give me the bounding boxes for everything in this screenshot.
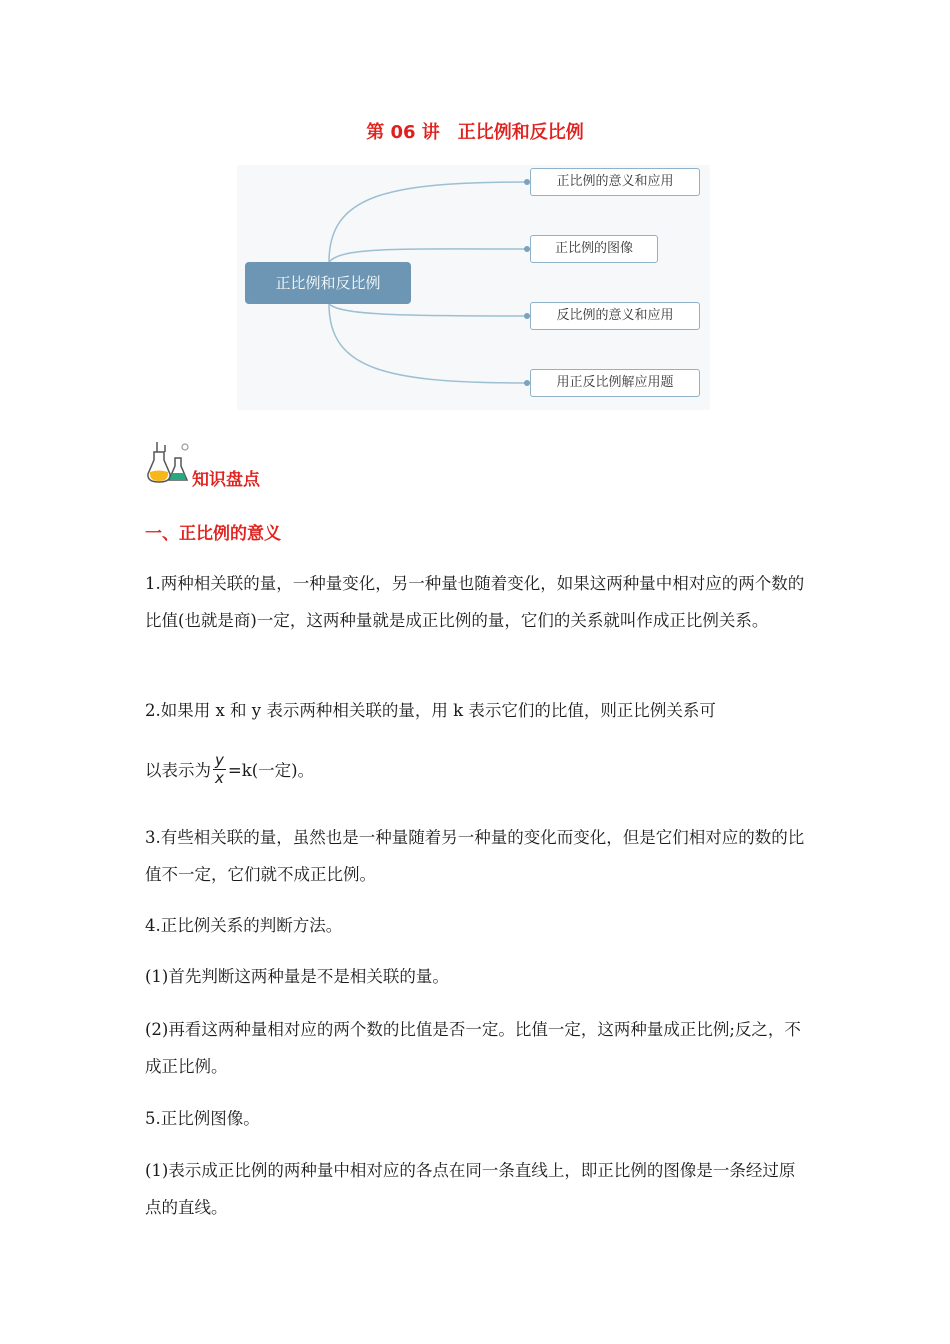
heading-proportion-meaning: 一、正比例的意义: [145, 524, 281, 544]
mind-map: [237, 165, 710, 410]
paragraph: 1.两种相关联的量，一种量变化，另一种量也随着变化，如果这两种量中相对应的两个数的比值(也就是商)一定，这两种量就是成正比例的量，它们的关系就叫作成正比例关系。: [145, 574, 805, 630]
mind-map-node: 正比例的意义和应用: [530, 168, 700, 196]
mind-map-root: 正比例和反比例: [245, 262, 411, 304]
formula-line: [145, 752, 810, 789]
connector-2: [329, 249, 527, 262]
fraction-denominator: x: [215, 769, 224, 787]
paragraph: 3.有些相关联的量，虽然也是一种量随着另一种量的变化而变化，但是它们相对应的数的比值不一定，它们就不成正比例。: [145, 828, 805, 884]
section-label: 知识盘点: [192, 470, 260, 490]
flask-icon: [145, 440, 193, 486]
formula-suffix: =k(一定)。: [227, 761, 315, 780]
mind-map-node: 反比例的意义和应用: [530, 302, 700, 330]
connector-3: [329, 304, 527, 316]
paragraph: (1)首先判断这两种量是不是相关联的量。: [145, 967, 449, 986]
connector-1: [329, 182, 527, 262]
paragraph: (1)表示成正比例的两种量中相对应的各点在同一条直线上，即正比例的图像是一条经过原点的直线。: [145, 1161, 796, 1217]
formula-prefix: 以表示为: [145, 761, 211, 780]
fraction-numerator: y: [215, 751, 224, 769]
paragraph: 4.正比例关系的判断方法。: [145, 916, 343, 935]
lecture-number: 第 06 讲: [366, 122, 440, 143]
mind-map-node: 用正反比例解应用题: [530, 369, 700, 397]
lecture-topic: 正比例和反比例: [457, 122, 584, 143]
paragraph: 2.如果用 x 和 y 表示两种相关联的量，用 k 表示它们的比值，则正比例关系可: [145, 701, 716, 720]
paragraph: 5.正比例图像。: [145, 1109, 260, 1128]
fraction: [213, 752, 226, 787]
mind-map-node: 正比例的图像: [530, 235, 658, 263]
lecture-title: [0, 118, 950, 144]
paragraph: (2)再看这两种量相对应的两个数的比值是否一定。比值一定，这两种量成正比例;反之，不成正比例。: [145, 1020, 801, 1076]
